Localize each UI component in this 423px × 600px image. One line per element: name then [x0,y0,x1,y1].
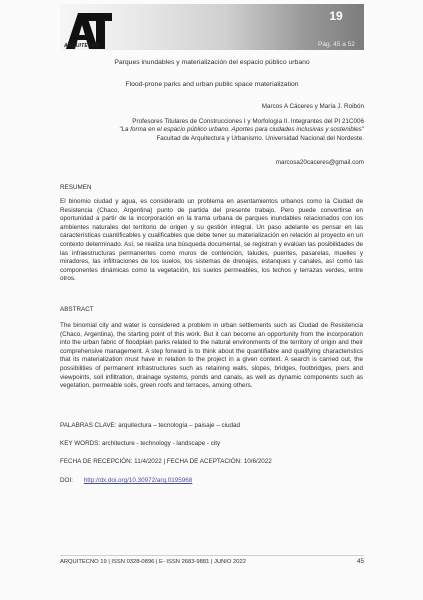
resumen-heading: RESUMEN [60,184,92,191]
footer-citation: ARQUITECNO 19 | ISSN 0328-0896 | E- ISSN 2683-9881 | JUNIO 2022 [60,559,246,565]
page-range: Pág. 45 a 52 [318,41,355,48]
page-number: 45 [356,558,364,565]
footer-rule [60,555,364,556]
reception-dates: FECHA DE RECEPCIÓN: 11/4/2022 | FECHA DE ACEPTACIÓN: 10/6/2022 [60,458,272,465]
abstract-heading: ABSTRACT [60,306,94,313]
article-title-es: Parques inundables y materialización del espacio público urbano [114,59,310,66]
resumen-body: El binomio ciudad y agua, es considerado un problema en asentamientos urbanos como la Ciudad de Resistencia (Chaco, Argentina) punto de partida del presente trabajo. Pero puede convertirse en oportunidad a partir de la incorporación en la trama urbana de parques inundables relacionados con los ambientes naturales del territorio de origen y su gestión integral. Un paso adelante es pensar en las características cuantificables y cualificables que debe tener su materialización en relación al proyecto en un contexto determinado. Así, se realiza una búsqueda documental, se registran y evalúan las posibilidades de las infraestructuras permanentes como muros de contención, taludes, puentes, pasarelas, muelles y miradores, las infiltraciones de los suelos, los sistemas de drenajes, estanques y canales, así como las componentes dinámicas como la vegetación, los suelos permeables, los techos y terrazas verdes, entre otros. [60,198,363,283]
doi-link[interactable]: http://dx.doi.org/10.30972/arq.0195968 [83,477,193,484]
doi-row [60,477,192,486]
keywords-es: PALABRAS CLAVE: arquitectura – tecnología – paisaje – ciudad [60,422,241,429]
affiliation-faculty: Facultad de Arquitectura y Urbanismo. Universidad Nacional del Nordeste. [156,134,364,142]
author-email[interactable]: marcosa20caceres@gmail.com [275,159,364,166]
affiliation-project: "La forma en el espacio público urbano. Aportes para ciudades inclusivas y sostenibles" [119,126,364,134]
abstract-body: The binomial city and water is considered a problem in urban settlements such as Ciudad de Resistencia (Chaco, Argentina), the starting point of this work. But it can become an opportunity from the incorporation into the urban fabric of floodplain parks related to the natural environments of the territory of origin and their comprehensive management. A step forward is to think about the quantifiable and qualifying characteristics that its materialization must have in relation to the project in a given context. A search is carried out, the possibilities of permanent infrastructures such as retaining walls, slopes, bridges, footbridges, piers and viewpoints, soil infiltration, drainage systems, ponds and canals, as well as dynamic components such as vegetation, permeable soils, green roofs and terraces, among others. [60,322,363,390]
logo-subtitle: ARQUITECNO [64,43,100,49]
authors: Marcos A Cáceres y María J. Roibón [261,103,364,110]
doi-label: DOI: [60,477,73,484]
affiliation-line: Profesores Titulares de Construcciones I y Morfología II. Integrantes del PI 21C006 [132,118,364,125]
keywords-en: KEY WORDS: architecture - technology - landscape - city [60,440,221,447]
article-title-en: Flood-prone parks and urban public space materialization [125,81,299,88]
affiliation [44,118,364,143]
issue-number: 19 [329,9,343,23]
